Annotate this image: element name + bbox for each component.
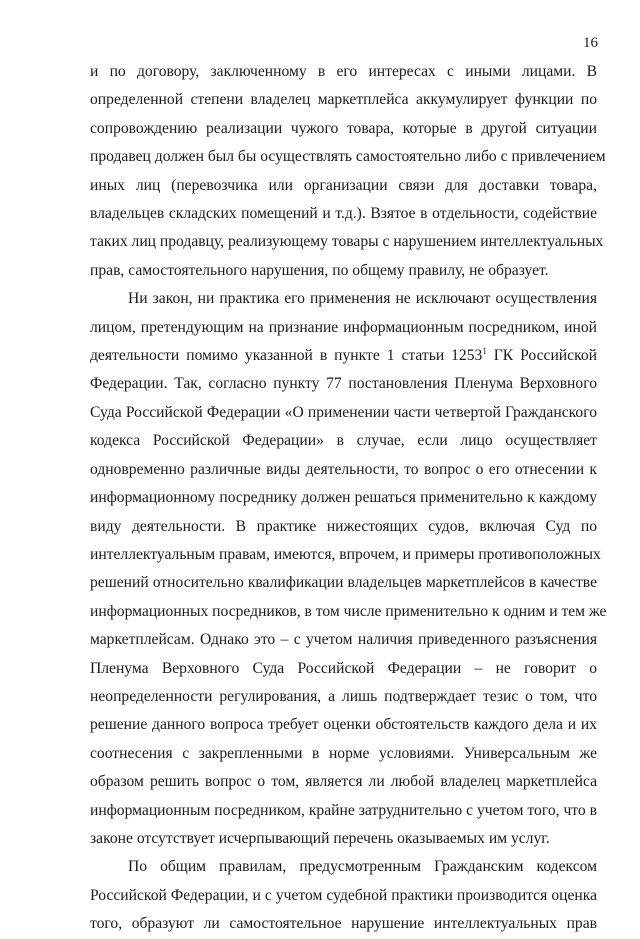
- text-line: лицом, претендующим на признание информационным посредником, иной: [90, 318, 597, 336]
- text-line: неопределенности регулирования, а лишь подтверждает тезис о том, что: [90, 687, 597, 705]
- text-line: законе отсутствует исчерпывающий перечень оказываемых им услуг.: [90, 829, 550, 847]
- text-line: образом решить вопрос о том, является ли любой владелец маркетплейса: [90, 773, 597, 791]
- text-line: Российской Федерации, и с учетом судебной практики производится оценка: [90, 886, 597, 904]
- text-line: информационным посредником, крайне затруднительно с учетом того, что в: [90, 801, 597, 819]
- text-line: информационному посреднику должен решаться применительно к каждому: [90, 489, 597, 507]
- text-line: интеллектуальным правам, имеются, впрочем, и примеры противоположных: [90, 545, 601, 563]
- text-line: таких лиц продавцу, реализующему товары с нарушением интеллектуальных: [90, 233, 604, 251]
- text-line-with-footnote: [90, 342, 597, 370]
- text-line: соотнесения с закрепленными в норме условиями. Универсальным же: [90, 744, 597, 762]
- text-line: определенной степени владелец маркетплейса аккумулирует функции по: [90, 91, 597, 109]
- text-fragment: ГК Российской: [486, 347, 597, 365]
- text-line: Ни закон, ни практика его применения не исключают осуществления: [128, 290, 597, 308]
- text-fragment: деятельности помимо указанной в пункте 1 статьи 1253: [90, 347, 483, 365]
- paragraph-1: [90, 58, 606, 285]
- text-line: сопровождению реализации чужого товара, которые в другой ситуации: [90, 119, 597, 137]
- superscript-article-index: 1: [482, 345, 487, 356]
- text-line: того, образуют ли самостоятельное нарушение интеллектуальных прав: [90, 915, 597, 933]
- text-line: кодекса Российской Федерации» в случае, если лицо осуществляет: [90, 432, 597, 450]
- text-line: продавец должен был бы осуществлять самостоятельно либо с привлечением: [90, 148, 606, 166]
- text-line: маркетплейсам. Однако это – с учетом наличия приведенного разъяснения: [90, 631, 597, 649]
- page-number: 16: [583, 35, 598, 51]
- text-line: прав, самостоятельного нарушения, по общему правилу, не образует.: [90, 261, 549, 279]
- text-line: Федерации. Так, согласно пункту 77 постановления Пленума Верховного: [90, 375, 597, 393]
- text-line: решение данного вопроса требует оценки обстоятельств каждого дела и их: [90, 716, 597, 734]
- text-line: решений относительно квалификации владельцев маркетплейсов в качестве: [90, 574, 597, 592]
- paragraph-3: [90, 853, 597, 938]
- text-line: виду деятельности. В практике нижестоящих судов, включая Суд по: [90, 517, 597, 535]
- text-line: одновременно различные виды деятельности, то вопрос о его отнесении к: [90, 460, 597, 478]
- text-line: владельцев складских помещений и т.д.). Взятое в отдельности, содействие: [90, 205, 597, 223]
- document-body: [90, 58, 607, 939]
- text-line: По общим правилам, предусмотренным Гражданским кодексом: [128, 858, 597, 876]
- text-line: Пленума Верховного Суда Российской Федерации – не говорит о: [90, 659, 597, 677]
- text-line: информационных посредников, в том числе применительно к одним и тем же: [90, 602, 607, 620]
- text-line: иных лиц (перевозчика или организации связи для доставки товара,: [90, 176, 597, 194]
- text-line: Суда Российской Федерации «О применении части четвертой Гражданского: [90, 403, 597, 421]
- paragraph-2: [90, 285, 607, 853]
- text-line: и по договору, заключенному в его интересах с иными лицами. В: [90, 63, 597, 80]
